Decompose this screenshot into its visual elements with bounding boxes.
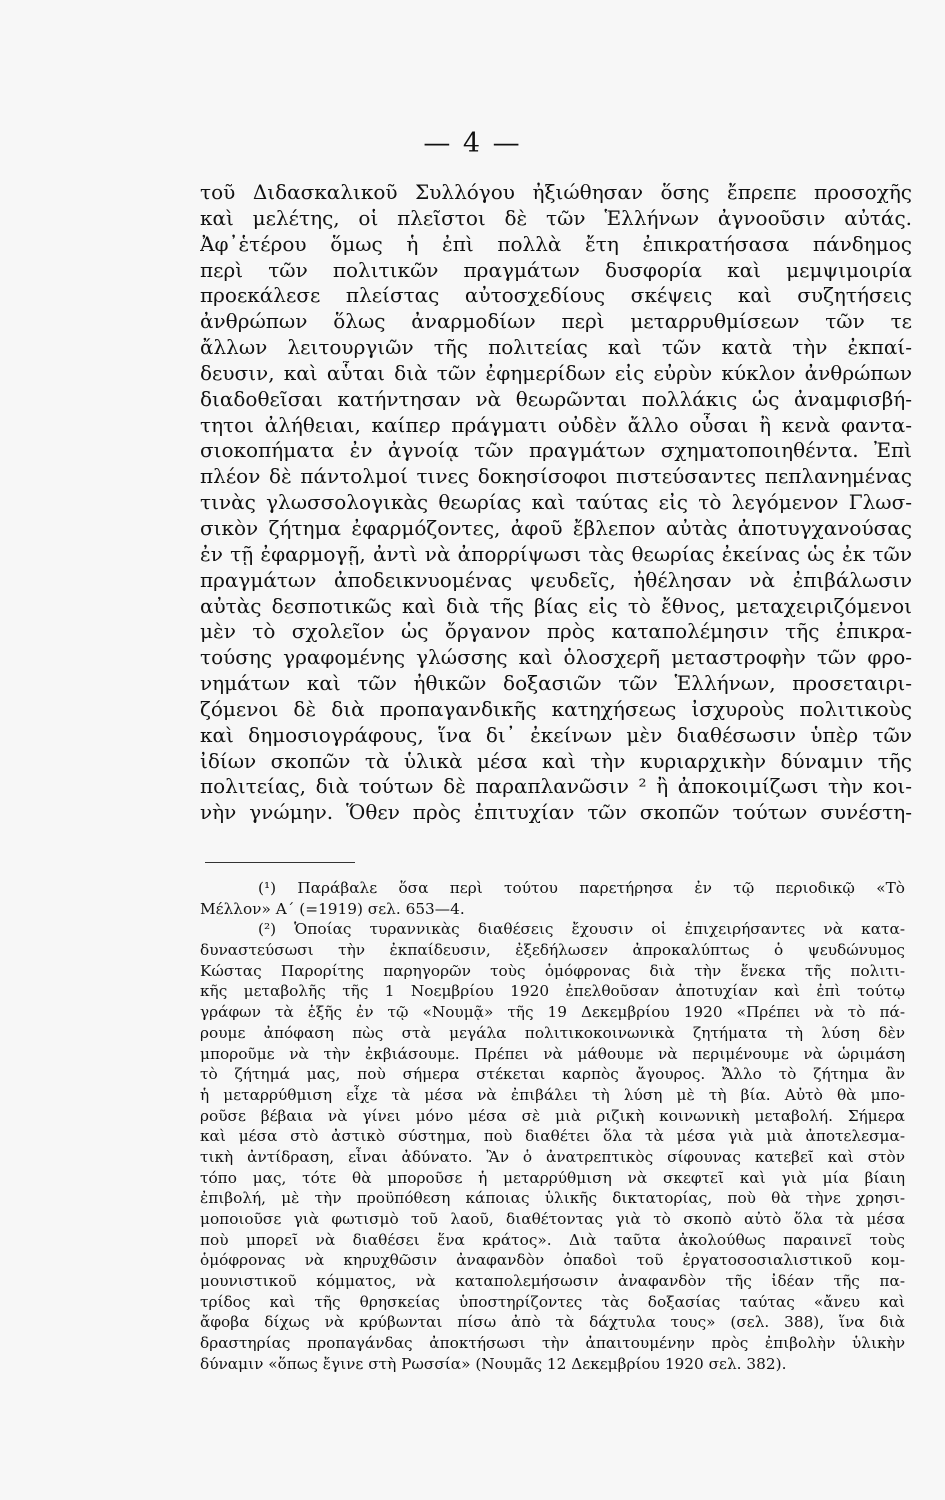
footnote-line: τόπο μας, τότε θὰ μποροῦσε ἡ μεταρρύθμιση νὰ σκεφτεῖ καὶ γιὰ μία βίαιη <box>200 1168 905 1187</box>
footnote-line: ποὺ μπορεῖ νὰ διαθέσει ἕνα κράτος». Διὰ ταῦτα ἀκολούθως παραινεῖ τοὺς <box>200 1230 905 1249</box>
footnote-line: Μέλλον» Α΄ (=1919) σελ. 653—4. <box>200 899 465 918</box>
main-text-line: ἰδίων σκοπῶν τὰ ὑλικὰ μέσα καὶ τὴν κυριαρχικὴν δύναμιν τῆς <box>200 748 912 773</box>
main-text-line: σιοκοπήματα ἐν ἀγνοίᾳ τῶν πραγμάτων σχηματοποιηθέντα. Ἐπὶ <box>200 438 912 463</box>
main-text-line: τητοι ἀλήθειαι, καίπερ πράγματι οὐδὲν ἄλλο οὖσαι ἢ κενὰ φαντα- <box>200 412 912 437</box>
footnote-line: ἄφοβα δίχως νὰ κρύβωνται πίσω ἀπὸ τὰ δάχτυλα τους» (σελ. 388), ἵνα διὰ <box>200 1313 905 1332</box>
footnote-line: καὶ μέσα στὸ ἀστικὸ σύστημα, ποὺ διαθέτει ὅλα τὰ μέσα γιὰ μιὰ ἀποτελεσμα- <box>200 1127 905 1146</box>
main-text-line: καὶ μελέτης, οἱ πλεῖστοι δὲ τῶν Ἑλλήνων ἀγνοοῦσιν αὐτάς. <box>200 205 912 230</box>
footnote-line: δυναστεύσωσι τὴν ἐκπαίδευσιν, ἐξεδήλωσεν ἀπροκαλύπτως ὁ ψευδώνυμος <box>200 941 905 960</box>
main-text-line: νημάτων καὶ τῶν ἠθικῶν δοξασιῶν τῶν Ἑλλήνων, προσεταιρι- <box>200 671 912 696</box>
footnote-line: τὸ ζήτημά μας, ποὺ σήμερα στέκεται καρπὸς ἄγουρος. Ἄλλο τὸ ζήτημα ἂν <box>200 1065 905 1084</box>
main-text-line: μὲν τὸ σχολεῖον ὡς ὄργανον πρὸς καταπολέμησιν τῆς ἐπικρα- <box>200 619 912 644</box>
footnote-separator <box>205 862 355 863</box>
footnote-line: Κώστας Παρορίτης παρηγορῶν τοὺς ὁμόφρονας διὰ τὴν ἕνεκα τῆς πολιτι- <box>200 961 905 980</box>
footnote-line: κῆς μεταβολῆς τῆς 1 Νοεμβρίου 1920 ἐπελθοῦσαν ἀποτυχίαν καὶ ἐπὶ τούτῳ <box>200 982 905 1001</box>
main-text-line: περὶ τῶν πολιτικῶν πραγμάτων δυσφορία καὶ μεμψιμοιρία <box>200 257 912 282</box>
main-text-line: πραγμάτων ἀποδεικνυομένας ψευδεῖς, ἠθέλησαν νὰ ἐπιβάλωσιν <box>200 567 912 592</box>
main-text-line: ἄλλων λειτουργιῶν τῆς πολιτείας καὶ τῶν κατὰ τὴν ἐκπαί- <box>200 335 912 360</box>
footnotes <box>200 878 905 1375</box>
main-text-line: αὐτὰς δεσποτικῶς καὶ διὰ τῆς βίας εἰς τὸ ἔθνος, μεταχειριζόμενοι <box>200 593 912 618</box>
footnote-line: μποροῦμε νὰ τὴν ἐκβιάσουμε. Πρέπει νὰ μάθουμε νὰ περιμένουμε νὰ ὡριμάση <box>200 1044 905 1063</box>
footnote-line: ἡ μεταρρύθμιση εἶχε τὰ μέσα νὰ ἐπιβάλει τὴ λύση μὲ τὴ βία. Αὐτὸ θὰ μπο- <box>200 1085 905 1104</box>
main-text-line: προεκάλεσε πλείστας αὐτοσχεδίους σκέψεις καὶ συζητήσεις <box>200 283 912 308</box>
main-text-line: τούσης γραφομένης γλώσσης καὶ ὁλοσχερῆ μεταστροφὴν τῶν φρο- <box>200 645 912 670</box>
footnote-line: ὁμόφρονας νὰ κηρυχθῶσιν ἀναφανδὸν ὀπαδοὶ τοῦ ἐργατοσοσιαλιστικοῦ κομ- <box>200 1251 905 1270</box>
footnote-line: μοποιοῦσε γιὰ φωτισμὸ τοῦ λαοῦ, διαθέτοντας γιὰ τὸ σκοπὸ αὐτὸ ὅλα τὰ μέσα <box>200 1210 905 1228</box>
footnote-line: (²) Ὁποίας τυραννικὰς διαθέσεις ἔχουσιν οἱ ἐπιχειρήσαντες νὰ κατα- <box>258 920 905 939</box>
main-text-line: ἐν τῇ ἐφαρμογῇ, ἀντὶ νὰ ἀπορρίψωσι τὰς θεωρίας ἐκείνας ὡς ἐκ τῶν <box>200 541 912 566</box>
footnote-line: δύναμιν «ὅπως ἔγινε στὴ Ρωσσία» (Νουμᾶς 12 Δεκεμβρίου 1920 σελ. 382). <box>200 1354 787 1373</box>
main-text-line: πολιτείας, διὰ τούτων δὲ παραπλανῶσιν ² ἢ ἀποκοιμίζωσι τὴν κοι- <box>200 774 912 799</box>
main-text-line: καὶ δημοσιογράφους, ἵνα δι᾽ ἐκείνων μὲν διαθέσωσιν ὑπὲρ τῶν <box>200 722 912 747</box>
footnote-line: γράφων τὰ ἑξῆς ἐν τῷ «Νουμᾷ» τῆς 19 Δεκεμβρίου 1920 «Πρέπει νὰ τὸ πά- <box>200 1003 905 1022</box>
footnote-line: ἐπιβολή, μὲ τὴν προϋπόθεση κάποιας ὑλικῆς δικτατορίας, ποὺ θὰ τὴνε χρησι- <box>200 1189 905 1208</box>
main-text-line: ἀνθρώπων ὅλως ἀναρμοδίων περὶ μεταρρυθμίσεων τῶν τε <box>200 309 912 334</box>
main-text-line: πλέον δὲ πάντολμοί τινες δοκησίσοφοι πιστεύσαντες πεπλανημένας <box>200 464 912 489</box>
footnote-line: ροῦσε βέβαια νὰ γίνει μόνο μέσα σὲ μιὰ ριζικὴ κοινωνικὴ μεταβολή. Σήμερα <box>200 1106 905 1125</box>
footnote-line: ρουμε ἀπόφαση πὼς στὰ μεγάλα πολιτικοκοινωνικὰ ζητήματα τὴ λύση δὲν <box>200 1023 905 1042</box>
main-text-line: Ἀφ᾽ἑτέρου ὅμως ἡ ἐπὶ πολλὰ ἔτη ἐπικρατήσασα πάνδημος <box>200 231 912 256</box>
main-text-line: διαδοθεῖσαι κατήντησαν νὰ θεωρῶνται πολλάκις ὡς ἀναμφισβή- <box>200 386 912 411</box>
main-text-line: τινὰς γλωσσολογικὰς θεωρίας καὶ ταύτας εἰς τὸ λεγόμενον Γλωσ- <box>200 490 912 515</box>
main-text-line: τοῦ Διδασκαλικοῦ Συλλόγου ἠξιώθησαν ὅσης ἔπρεπε προσοχῆς <box>200 180 912 204</box>
main-text-line: σικὸν ζήτημα ἐφαρμόζοντες, ἀφοῦ ἔβλεπον αὐτὰς ἀποτυγχανούσας <box>200 515 912 540</box>
footnote-line: (¹) Παράβαλε ὅσα περὶ τούτου παρετήρησα ἐν τῷ περιοδικῷ «Τὸ <box>258 879 905 897</box>
main-text-line: ζόμενοι δὲ διὰ προπαγανδικῆς κατηχήσεως ἰσχυροὺς πολιτικοὺς <box>200 696 912 721</box>
footnote-line: μουνιστικοῦ κόμματος, νὰ καταπολεμήσωσιν ἀναφανδὸν τῆς ἰδέαν τῆς πα- <box>200 1272 905 1291</box>
main-text-line: δευσιν, καὶ αὗται διὰ τῶν ἐφημερίδων εἰς εὐρὺν κύκλον ἀνθρώπων <box>200 360 912 385</box>
footnote-line: τικὴ ἀντίδραση, εἶναι ἀδύνατο. Ἂν ὁ ἀνατρεπτικὸς σίφουνας κατεβεῖ καὶ στὸν <box>200 1147 905 1166</box>
main-text-line: νὴν γνώμην. Ὅθεν πρὸς ἐπιτυχίαν τῶν σκοπῶν τούτων συνέστη- <box>200 800 912 825</box>
footnote-line: τρίδος καὶ τῆς θρησκείας ὑποστηρίζοντες τὰς δοξασίας ταύτας «ἄνευ καὶ <box>200 1292 905 1311</box>
footnote-line: δραστηρίας προπαγάνδας ἀποκτήσωσι τὴν ἀπαιτουμένην πρὸς ἐπιβολὴν ὑλικὴν <box>200 1334 905 1353</box>
main-text <box>200 180 912 826</box>
page-number: — 4 — <box>423 128 522 159</box>
